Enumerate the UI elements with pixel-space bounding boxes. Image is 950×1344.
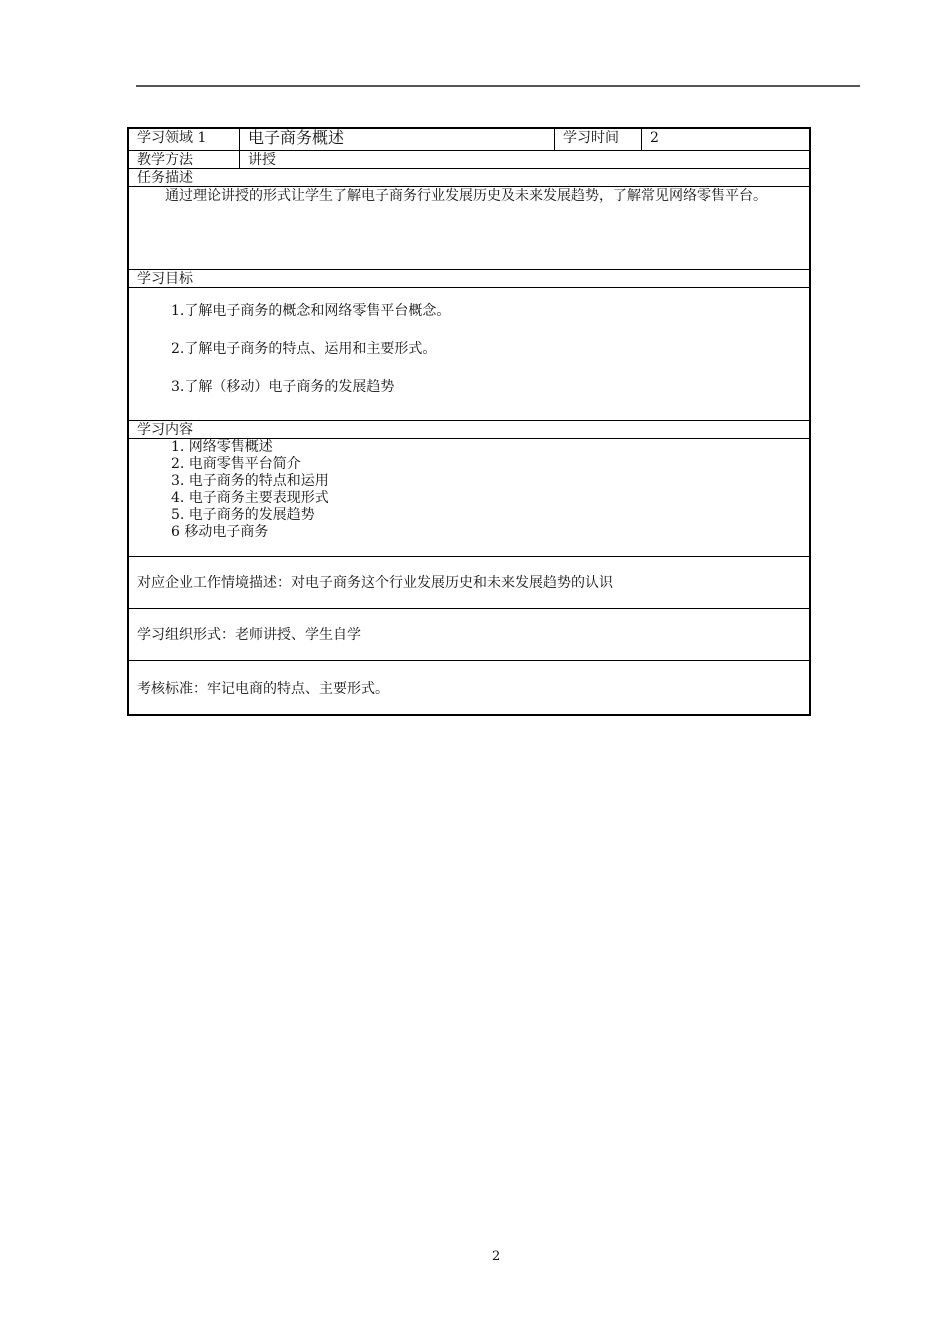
- page-number: 2: [492, 1249, 501, 1264]
- goals-list: [129, 288, 809, 396]
- goal-item: 3.了解（移动）电子商务的发展趋势: [171, 379, 395, 395]
- goal-item: 2.了解电子商务的特点、运用和主要形式。: [171, 341, 437, 357]
- goals-cell: [129, 288, 809, 420]
- goals-row: [129, 287, 809, 420]
- content-item: 2. 电商零售平台简介: [171, 456, 301, 472]
- content-cell: [129, 439, 809, 556]
- work-context-row: [129, 556, 809, 608]
- content-item: 1. 网络零售概述: [171, 439, 273, 455]
- task-desc-row: [129, 186, 809, 269]
- organization: 学习组织形式：老师讲授、学生自学: [137, 627, 361, 643]
- task-label-row: [129, 168, 809, 186]
- content-label: 学习内容: [137, 422, 193, 438]
- goals-label: 学习目标: [137, 271, 193, 287]
- time-label: 学习时间: [554, 129, 641, 150]
- task-description: 通过理论讲授的形式让学生了解电子商务行业发展历史及未来发展趋势，了解常见网络零售平台。: [165, 188, 767, 204]
- content-label-row: [129, 420, 809, 438]
- course-title: 电子商务概述: [239, 129, 554, 150]
- method-label: 教学方法: [137, 152, 193, 168]
- assessment-row: [129, 660, 809, 714]
- task-label: 任务描述: [137, 170, 193, 186]
- method-value: 讲授: [239, 151, 809, 168]
- time-value: 2: [641, 129, 809, 150]
- content-list: [129, 439, 809, 541]
- content-item: 4. 电子商务主要表现形式: [171, 490, 329, 506]
- content-item: 3. 电子商务的特点和运用: [171, 473, 329, 489]
- content-item: 5. 电子商务的发展趋势: [171, 507, 315, 523]
- work-context: 对应企业工作情境描述：对电子商务这个行业发展历史和未来发展趋势的认识: [137, 575, 613, 591]
- table-header-row: [129, 129, 809, 150]
- course-table: [127, 127, 811, 716]
- goal-item: 1.了解电子商务的概念和网络零售平台概念。: [171, 303, 451, 319]
- method-row: [129, 150, 809, 168]
- goals-label-row: [129, 269, 809, 287]
- organization-row: [129, 608, 809, 660]
- content-row: [129, 438, 809, 556]
- header-rule: [136, 85, 860, 87]
- content-item: 6 移动电子商务: [171, 524, 269, 540]
- assessment: 考核标准：牢记电商的特点、主要形式。: [137, 681, 389, 697]
- domain-label: 学习领域 1: [137, 130, 207, 146]
